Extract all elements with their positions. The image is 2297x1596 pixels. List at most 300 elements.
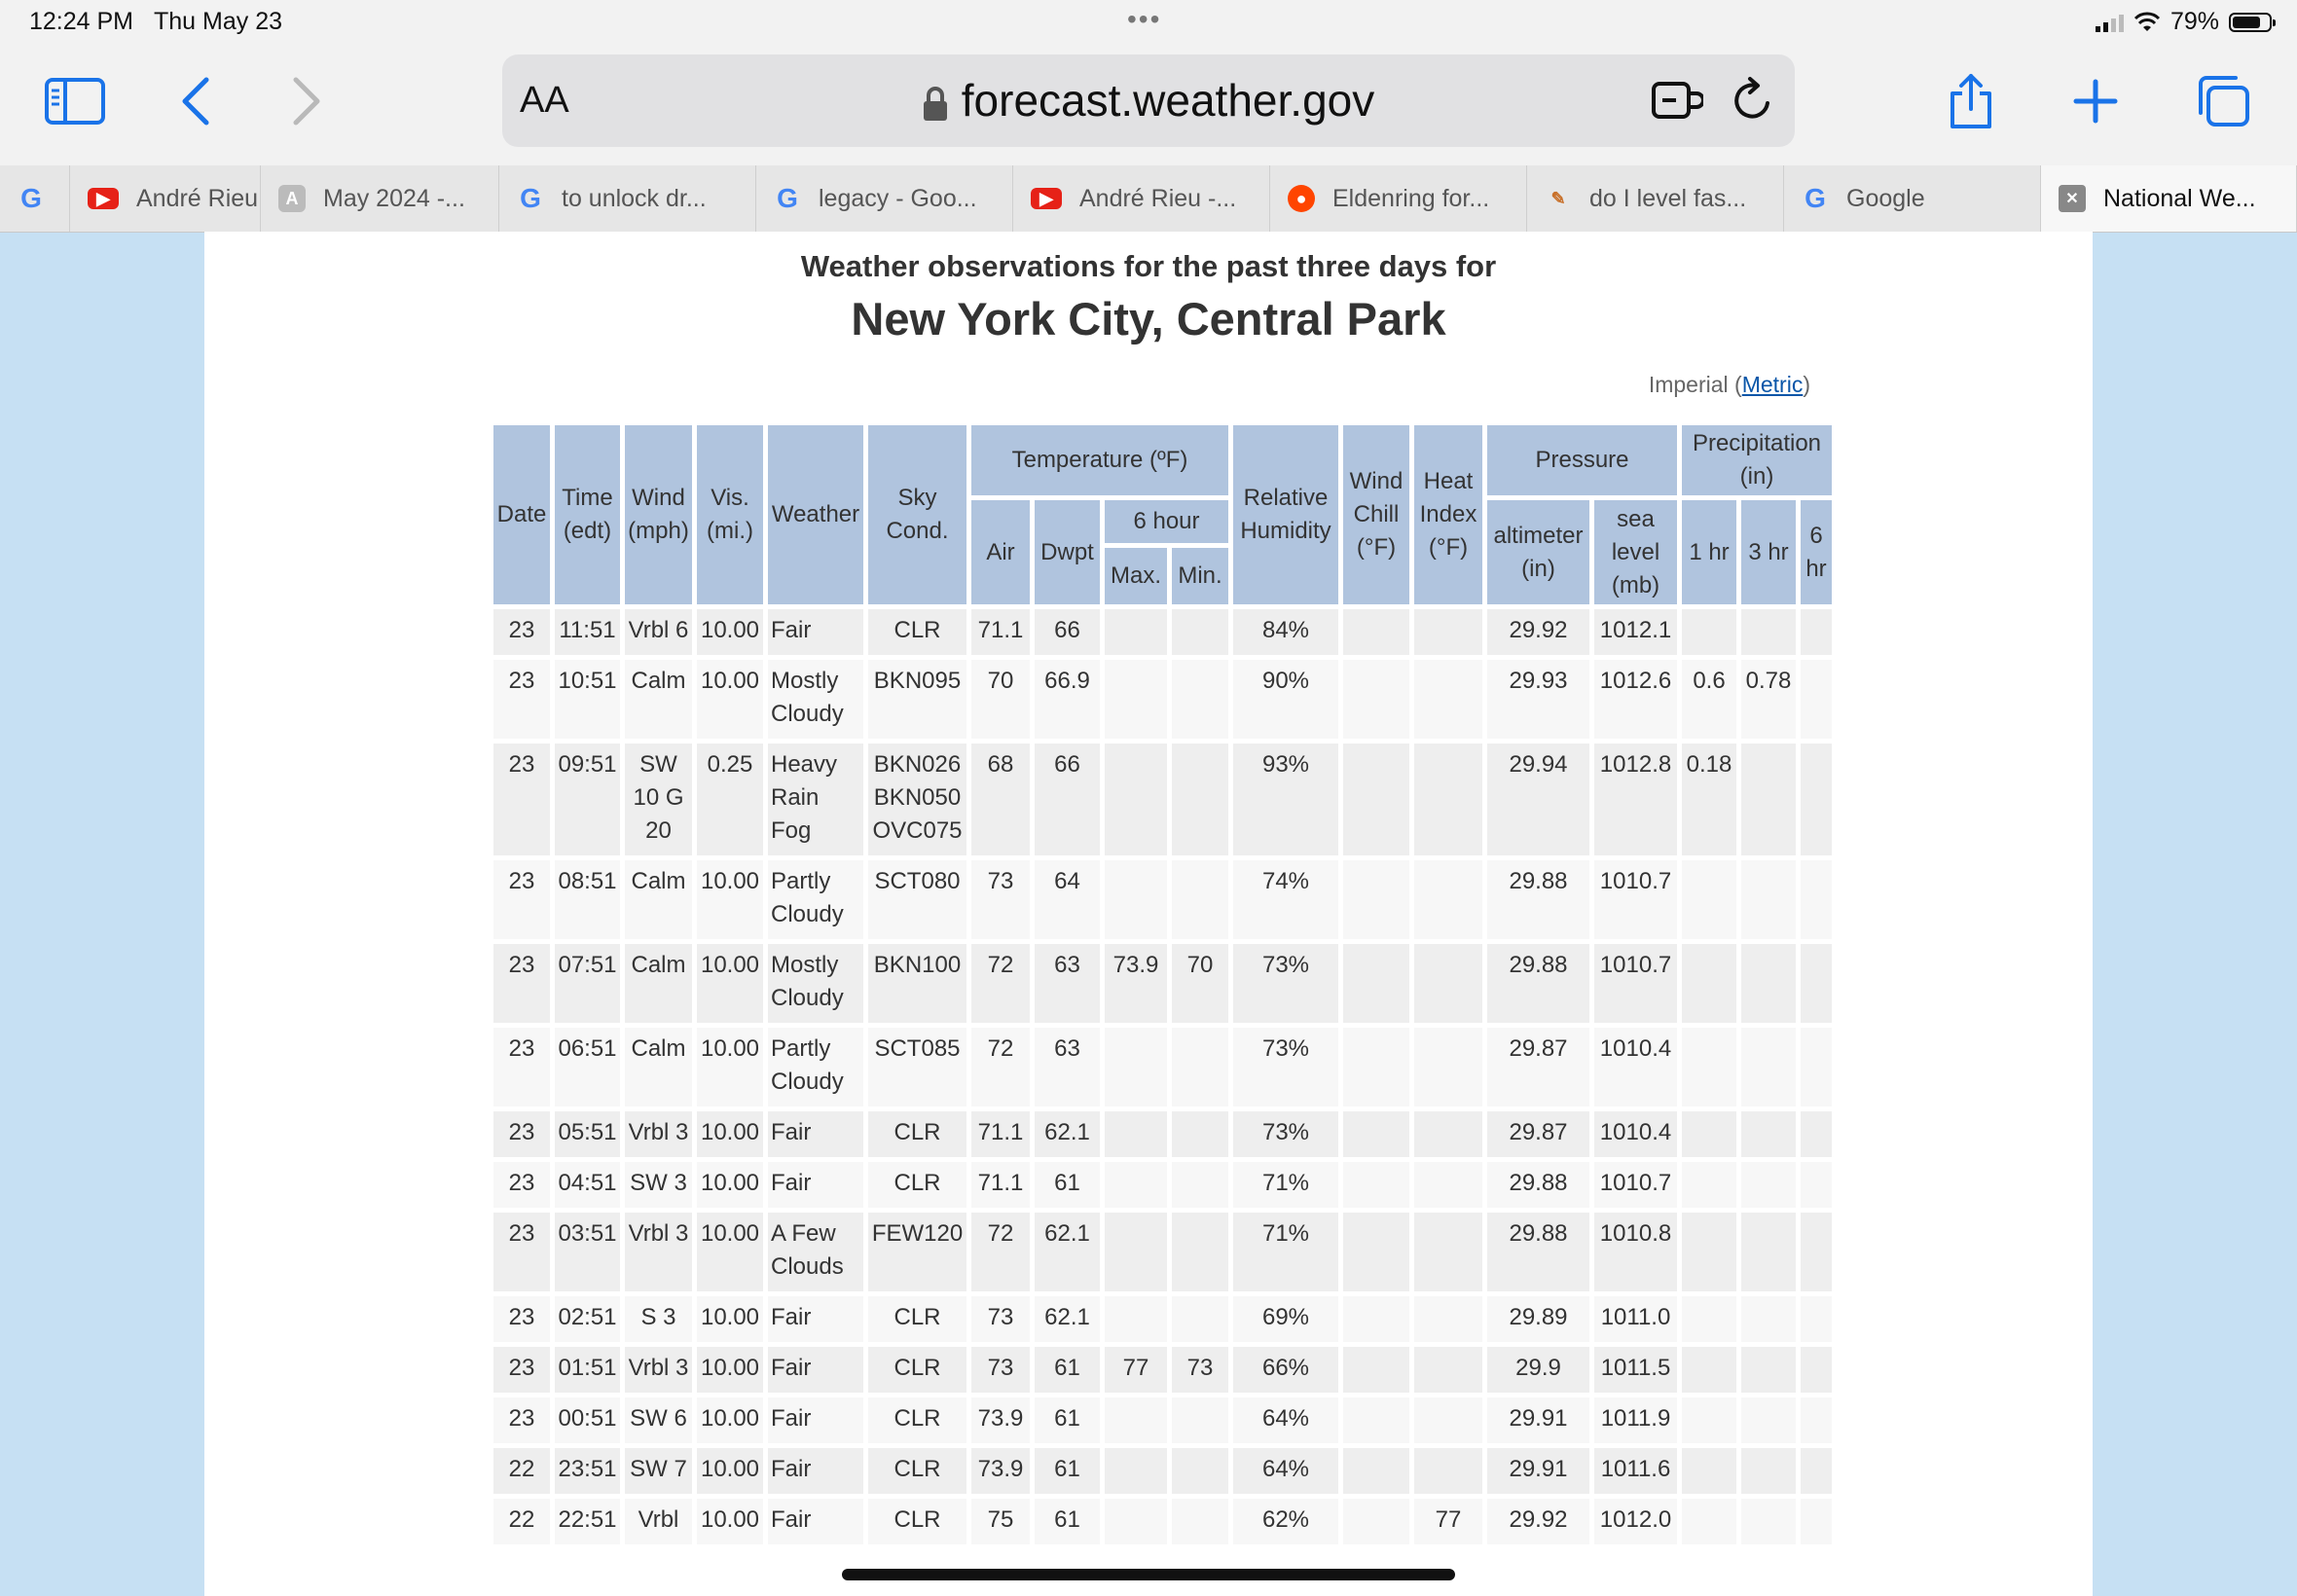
cell-altimeter: 29.93 — [1487, 660, 1589, 739]
cell-dewpoint: 63 — [1035, 944, 1100, 1023]
col-weather: Weather — [768, 425, 863, 604]
cell-sea-level: 1010.8 — [1594, 1213, 1677, 1291]
observations-body — [493, 609, 1832, 1544]
col-time: Time (edt) — [555, 425, 620, 604]
tab-bar — [0, 165, 2297, 233]
cell-min — [1172, 1162, 1228, 1208]
tab-andre-rieu-2[interactable]: ▶ André Rieu -... — [1013, 165, 1270, 232]
cell-precip-1hr — [1682, 1397, 1736, 1443]
reddit-icon: ● — [1288, 185, 1315, 212]
cell-heat-index — [1414, 1162, 1482, 1208]
google-icon: G — [777, 183, 798, 213]
cell-sky-cond: CLR — [868, 1448, 966, 1494]
cell-precip-1hr — [1682, 1448, 1736, 1494]
cell-visibility: 10.00 — [697, 1162, 763, 1208]
cell-precip-1hr: 0.18 — [1682, 744, 1736, 855]
cell-time: 02:51 — [555, 1296, 620, 1342]
cell-precip-1hr: 0.6 — [1682, 660, 1736, 739]
cell-weather: Mostly Cloudy — [768, 660, 863, 739]
cell-min: 70 — [1172, 944, 1228, 1023]
cell-precip-3hr — [1741, 1213, 1796, 1291]
tab-national-weather[interactable]: ✕ National We... — [2041, 165, 2297, 232]
cell-heat-index — [1414, 1448, 1482, 1494]
cell-sea-level: 1010.7 — [1594, 1162, 1677, 1208]
cell-humidity: 66% — [1233, 1347, 1338, 1393]
table-row — [493, 609, 1832, 655]
cell-wind-chill — [1343, 744, 1409, 855]
cell-max — [1105, 1499, 1167, 1544]
cell-weather: Partly Cloudy — [768, 1028, 863, 1106]
cell-humidity: 90% — [1233, 660, 1338, 739]
cell-precip-1hr — [1682, 944, 1736, 1023]
cell-heat-index — [1414, 1397, 1482, 1443]
cell-air: 73.9 — [971, 1448, 1030, 1494]
cell-wind: SW 6 — [625, 1397, 692, 1443]
cell-wind: Calm — [625, 860, 692, 939]
table-row — [493, 944, 1832, 1023]
cell-max — [1105, 1111, 1167, 1157]
cell-air: 73 — [971, 860, 1030, 939]
new-tab-icon[interactable] — [2061, 72, 2130, 130]
cell-heat-index — [1414, 1111, 1482, 1157]
status-date: Thu May 23 — [154, 8, 283, 35]
cell-visibility: 10.00 — [697, 1347, 763, 1393]
cell-humidity: 62% — [1233, 1499, 1338, 1544]
cell-weather: Fair — [768, 1162, 863, 1208]
col-min: Min. — [1172, 548, 1228, 604]
cell-time: 03:51 — [555, 1213, 620, 1291]
cell-altimeter: 29.89 — [1487, 1296, 1589, 1342]
cell-altimeter: 29.91 — [1487, 1397, 1589, 1443]
col-dewpoint: Dwpt — [1035, 500, 1100, 604]
cell-air: 71.1 — [971, 1162, 1030, 1208]
browser-toolbar — [0, 47, 2297, 165]
col-precipitation: Precipitation (in) — [1682, 425, 1832, 495]
cell-sky-cond: BKN100 — [868, 944, 966, 1023]
cell-dewpoint: 62.1 — [1035, 1296, 1100, 1342]
a-icon: A — [278, 185, 306, 212]
cell-precip-3hr — [1741, 1448, 1796, 1494]
cell-max — [1105, 1028, 1167, 1106]
cell-wind-chill — [1343, 1397, 1409, 1443]
reader-settings-button[interactable]: AA — [520, 80, 569, 121]
page-subtitle: Weather observations for the past three days for — [800, 249, 1497, 283]
cell-dewpoint: 64 — [1035, 860, 1100, 939]
table-row — [493, 1111, 1832, 1157]
cell-precip-1hr — [1682, 1162, 1736, 1208]
cell-visibility: 10.00 — [697, 1028, 763, 1106]
cell-date: 23 — [493, 1213, 550, 1291]
cell-min — [1172, 609, 1228, 655]
cell-weather: Heavy Rain Fog — [768, 744, 863, 855]
cell-visibility: 10.00 — [697, 944, 763, 1023]
cell-air: 72 — [971, 1028, 1030, 1106]
cell-air: 75 — [971, 1499, 1030, 1544]
tab-overview-icon[interactable] — [2188, 72, 2256, 130]
cell-sky-cond: FEW120 — [868, 1213, 966, 1291]
cell-humidity: 71% — [1233, 1162, 1338, 1208]
status-time: 12:24 PM — [29, 8, 134, 35]
cell-max: 73.9 — [1105, 944, 1167, 1023]
cell-precip-6hr — [1801, 744, 1832, 855]
cell-precip-3hr — [1741, 1028, 1796, 1106]
tab-legacy[interactable]: G legacy - Goo... — [756, 165, 1013, 232]
cell-dewpoint: 66 — [1035, 744, 1100, 855]
cell-wind: Vrbl 3 — [625, 1347, 692, 1393]
cell-weather: Mostly Cloudy — [768, 944, 863, 1023]
cell-precip-6hr — [1801, 1296, 1832, 1342]
cell-wind-chill — [1343, 1213, 1409, 1291]
table-row — [493, 1499, 1832, 1544]
cell-date: 23 — [493, 1162, 550, 1208]
cell-date: 23 — [493, 944, 550, 1023]
cell-wind-chill — [1343, 1448, 1409, 1494]
col-air: Air — [971, 500, 1030, 604]
cell-min — [1172, 1028, 1228, 1106]
cell-precip-3hr — [1741, 1162, 1796, 1208]
cell-heat-index — [1414, 860, 1482, 939]
cell-wind: SW 10 G 20 — [625, 744, 692, 855]
cell-wind-chill — [1343, 1162, 1409, 1208]
cell-time: 08:51 — [555, 860, 620, 939]
cell-visibility: 0.25 — [697, 744, 763, 855]
cell-wind: Calm — [625, 1028, 692, 1106]
table-row — [493, 1213, 1832, 1291]
google-icon: G — [1805, 183, 1826, 213]
col-visibility: Vis. (mi.) — [697, 425, 763, 604]
metric-link[interactable]: Metric — [1741, 372, 1804, 397]
cell-altimeter: 29.88 — [1487, 1213, 1589, 1291]
cell-wind-chill — [1343, 1028, 1409, 1106]
cell-altimeter: 29.92 — [1487, 609, 1589, 655]
cell-date: 23 — [493, 1347, 550, 1393]
cell-dewpoint: 61 — [1035, 1448, 1100, 1494]
cell-heat-index — [1414, 1347, 1482, 1393]
cell-precip-1hr — [1682, 1347, 1736, 1393]
cell-heat-index — [1414, 944, 1482, 1023]
cell-min — [1172, 1111, 1228, 1157]
battery-percent: 79% — [2169, 8, 2219, 35]
cell-weather: Fair — [768, 609, 863, 655]
cell-weather: Fair — [768, 1499, 863, 1544]
cell-dewpoint: 62.1 — [1035, 1111, 1100, 1157]
sidebar-toggle-icon[interactable] — [41, 72, 109, 130]
cell-wind-chill — [1343, 609, 1409, 655]
cell-precip-6hr — [1801, 1213, 1832, 1291]
cell-max: 77 — [1105, 1347, 1167, 1393]
share-icon[interactable] — [1937, 72, 2005, 130]
battery-icon — [2229, 13, 2272, 32]
cell-dewpoint: 66 — [1035, 609, 1100, 655]
cell-wind: Calm — [625, 944, 692, 1023]
tab-do-i-level[interactable]: ✎ do I level fas... — [1527, 165, 1784, 232]
cell-sky-cond: CLR — [868, 1162, 966, 1208]
cell-heat-index — [1414, 660, 1482, 739]
cell-wind-chill — [1343, 1499, 1409, 1544]
cell-precip-3hr — [1741, 744, 1796, 855]
cell-precip-6hr — [1801, 660, 1832, 739]
tab-eldenring[interactable]: ● Eldenring for... — [1270, 165, 1527, 232]
col-six-hour: 6 hour — [1105, 500, 1228, 543]
cell-humidity: 73% — [1233, 1111, 1338, 1157]
col-precip-1hr: 1 hr — [1682, 500, 1736, 604]
col-altimeter: altimeter (in) — [1487, 500, 1589, 604]
cell-humidity: 69% — [1233, 1296, 1338, 1342]
cell-time: 09:51 — [555, 744, 620, 855]
cell-visibility: 10.00 — [697, 1448, 763, 1494]
cell-max — [1105, 1213, 1167, 1291]
cell-visibility: 10.00 — [697, 1213, 763, 1291]
cell-max — [1105, 1296, 1167, 1342]
cell-precip-6hr — [1801, 1028, 1832, 1106]
cell-time: 00:51 — [555, 1397, 620, 1443]
cell-wind-chill — [1343, 660, 1409, 739]
cell-wind: Vrbl — [625, 1499, 692, 1544]
cell-time: 10:51 — [555, 660, 620, 739]
cell-min: 73 — [1172, 1347, 1228, 1393]
cell-air: 72 — [971, 1213, 1030, 1291]
cell-min — [1172, 1499, 1228, 1544]
col-humidity: Relative Humidity — [1233, 425, 1338, 604]
cell-precip-6hr — [1801, 1397, 1832, 1443]
cell-min — [1172, 1213, 1228, 1291]
forward-button[interactable] — [273, 72, 341, 130]
tab-google[interactable] — [0, 165, 70, 232]
col-wind: Wind (mph) — [625, 425, 692, 604]
close-icon[interactable]: ✕ — [2059, 185, 2086, 212]
address-bar[interactable] — [502, 54, 1795, 147]
cell-sea-level: 1012.1 — [1594, 609, 1677, 655]
google-icon: G — [20, 183, 42, 213]
cell-air: 70 — [971, 660, 1030, 739]
cell-precip-3hr — [1741, 1347, 1796, 1393]
cell-wind: SW 3 — [625, 1162, 692, 1208]
cell-sea-level: 1012.0 — [1594, 1499, 1677, 1544]
col-precip-3hr: 3 hr — [1741, 500, 1796, 604]
cell-max — [1105, 660, 1167, 739]
cell-dewpoint: 61 — [1035, 1397, 1100, 1443]
cell-dewpoint: 61 — [1035, 1162, 1100, 1208]
cell-humidity: 73% — [1233, 1028, 1338, 1106]
cell-precip-3hr — [1741, 1111, 1796, 1157]
cell-altimeter: 29.88 — [1487, 1162, 1589, 1208]
tab-andre-rieu[interactable]: ▶ André Rieu — [70, 165, 261, 232]
cell-altimeter: 29.87 — [1487, 1111, 1589, 1157]
cell-heat-index — [1414, 1028, 1482, 1106]
lock-icon — [923, 87, 948, 122]
cell-dewpoint: 63 — [1035, 1028, 1100, 1106]
cell-humidity: 64% — [1233, 1397, 1338, 1443]
cell-altimeter: 29.88 — [1487, 860, 1589, 939]
cell-air: 68 — [971, 744, 1030, 855]
cell-precip-1hr — [1682, 1111, 1736, 1157]
cell-wind-chill — [1343, 1296, 1409, 1342]
cell-max — [1105, 609, 1167, 655]
chevron-right-icon — [292, 76, 321, 127]
cell-wind: Vrbl 6 — [625, 609, 692, 655]
cell-date: 23 — [493, 744, 550, 855]
cell-sky-cond: SCT085 — [868, 1028, 966, 1106]
cell-altimeter: 29.87 — [1487, 1028, 1589, 1106]
cell-wind: SW 7 — [625, 1448, 692, 1494]
cell-precip-1hr — [1682, 609, 1736, 655]
cell-precip-3hr — [1741, 1296, 1796, 1342]
tab-may-2024[interactable]: A May 2024 -... — [261, 165, 499, 232]
cell-heat-index — [1414, 744, 1482, 855]
cell-sky-cond: CLR — [868, 1397, 966, 1443]
wifi-icon — [2133, 12, 2161, 33]
cell-weather: Fair — [768, 1296, 863, 1342]
cell-sky-cond: CLR — [868, 1347, 966, 1393]
cell-visibility: 10.00 — [697, 660, 763, 739]
cell-min — [1172, 744, 1228, 855]
tab-google-2[interactable]: G Google — [1784, 165, 2041, 232]
cell-precip-6hr — [1801, 860, 1832, 939]
cell-weather: Fair — [768, 1347, 863, 1393]
status-bar — [0, 0, 2297, 47]
cell-date: 23 — [493, 609, 550, 655]
cell-time: 06:51 — [555, 1028, 620, 1106]
cell-time: 01:51 — [555, 1347, 620, 1393]
cell-sky-cond: BKN026 BKN050 OVC075 — [868, 744, 966, 855]
table-row — [493, 744, 1832, 855]
cell-air: 72 — [971, 944, 1030, 1023]
cell-wind: S 3 — [625, 1296, 692, 1342]
cell-wind-chill — [1343, 860, 1409, 939]
cell-sea-level: 1011.5 — [1594, 1347, 1677, 1393]
cell-time: 22:51 — [555, 1499, 620, 1544]
cell-heat-index — [1414, 1296, 1482, 1342]
cell-dewpoint: 62.1 — [1035, 1213, 1100, 1291]
col-temperature: Temperature (ºF) — [971, 425, 1228, 495]
cell-sea-level: 1010.4 — [1594, 1028, 1677, 1106]
cell-sea-level: 1010.4 — [1594, 1111, 1677, 1157]
cell-precip-6hr — [1801, 1499, 1832, 1544]
cell-max — [1105, 1448, 1167, 1494]
cell-wind: Vrbl 3 — [625, 1213, 692, 1291]
cell-min — [1172, 1397, 1228, 1443]
cell-dewpoint: 61 — [1035, 1499, 1100, 1544]
back-button[interactable] — [162, 72, 230, 130]
cell-humidity: 71% — [1233, 1213, 1338, 1291]
cell-altimeter: 29.9 — [1487, 1347, 1589, 1393]
table-row — [493, 1028, 1832, 1106]
col-sea-level: sea level (mb) — [1594, 500, 1677, 604]
cell-sky-cond: CLR — [868, 609, 966, 655]
cell-wind-chill — [1343, 944, 1409, 1023]
cell-visibility: 10.00 — [697, 1296, 763, 1342]
cell-max — [1105, 744, 1167, 855]
units-toggle: Imperial (Metric) — [1648, 372, 1810, 397]
tab-to-unlock[interactable]: G to unlock dr... — [499, 165, 756, 232]
cell-heat-index: 77 — [1414, 1499, 1482, 1544]
col-wind-chill: Wind Chill (°F) — [1343, 425, 1409, 604]
cell-weather: Fair — [768, 1111, 863, 1157]
cell-precip-3hr — [1741, 1499, 1796, 1544]
cell-precip-3hr: 0.78 — [1741, 660, 1796, 739]
cell-precip-6hr — [1801, 1162, 1832, 1208]
table-row — [493, 1162, 1832, 1208]
table-row — [493, 1347, 1832, 1393]
cell-visibility: 10.00 — [697, 1499, 763, 1544]
url-text: forecast.weather.gov — [961, 75, 1375, 126]
cell-time: 11:51 — [555, 609, 620, 655]
cell-date: 23 — [493, 660, 550, 739]
cell-dewpoint: 66.9 — [1035, 660, 1100, 739]
cell-weather: A Few Clouds — [768, 1213, 863, 1291]
cell-max — [1105, 860, 1167, 939]
cell-wind-chill — [1343, 1111, 1409, 1157]
table-row — [493, 660, 1832, 739]
col-pressure: Pressure — [1487, 425, 1677, 495]
cell-precip-6hr — [1801, 1347, 1832, 1393]
home-indicator[interactable] — [842, 1569, 1455, 1580]
cell-precip-3hr — [1741, 944, 1796, 1023]
cell-altimeter: 29.88 — [1487, 944, 1589, 1023]
cell-sky-cond: BKN095 — [868, 660, 966, 739]
cell-precip-3hr — [1741, 609, 1796, 655]
cell-visibility: 10.00 — [697, 860, 763, 939]
page-title: New York City, Central Park — [851, 293, 1446, 345]
cell-wind: Vrbl 3 — [625, 1111, 692, 1157]
cell-altimeter: 29.94 — [1487, 744, 1589, 855]
cell-date: 23 — [493, 860, 550, 939]
extension-icon[interactable] — [1651, 78, 1703, 123]
cell-precip-1hr — [1682, 1028, 1736, 1106]
cell-min — [1172, 1296, 1228, 1342]
cell-sea-level: 1011.0 — [1594, 1296, 1677, 1342]
cell-max — [1105, 1397, 1167, 1443]
cell-precip-3hr — [1741, 860, 1796, 939]
col-max: Max. — [1105, 548, 1167, 604]
cell-air: 71.1 — [971, 609, 1030, 655]
cell-precip-6hr — [1801, 609, 1832, 655]
cell-precip-3hr — [1741, 1397, 1796, 1443]
col-precip-6hr: 6 hr — [1801, 500, 1832, 604]
cell-sea-level: 1010.7 — [1594, 944, 1677, 1023]
cell-time: 05:51 — [555, 1111, 620, 1157]
cell-date: 22 — [493, 1448, 550, 1494]
table-row — [493, 1296, 1832, 1342]
cell-weather: Fair — [768, 1397, 863, 1443]
cell-precip-6hr — [1801, 1111, 1832, 1157]
cell-air: 73 — [971, 1296, 1030, 1342]
col-sky-cond: Sky Cond. — [868, 425, 966, 604]
cell-sea-level: 1012.6 — [1594, 660, 1677, 739]
cell-humidity: 74% — [1233, 860, 1338, 939]
cell-weather: Partly Cloudy — [768, 860, 863, 939]
cell-min — [1172, 1448, 1228, 1494]
col-date: Date — [493, 425, 550, 604]
cell-date: 23 — [493, 1111, 550, 1157]
cell-date: 23 — [493, 1028, 550, 1106]
cell-date: 23 — [493, 1296, 550, 1342]
cell-humidity: 73% — [1233, 944, 1338, 1023]
cell-dewpoint: 61 — [1035, 1347, 1100, 1393]
cell-date: 22 — [493, 1499, 550, 1544]
cell-visibility: 10.00 — [697, 1397, 763, 1443]
cell-sky-cond: SCT080 — [868, 860, 966, 939]
cell-visibility: 10.00 — [697, 609, 763, 655]
cell-humidity: 93% — [1233, 744, 1338, 855]
multitasking-dots-icon[interactable]: ••• — [1127, 4, 1162, 34]
cell-sea-level: 1012.8 — [1594, 744, 1677, 855]
cell-precip-6hr — [1801, 944, 1832, 1023]
reload-icon[interactable] — [1731, 76, 1775, 125]
google-icon: G — [520, 183, 541, 213]
page-content — [204, 232, 2093, 1596]
cell-wind-chill — [1343, 1347, 1409, 1393]
